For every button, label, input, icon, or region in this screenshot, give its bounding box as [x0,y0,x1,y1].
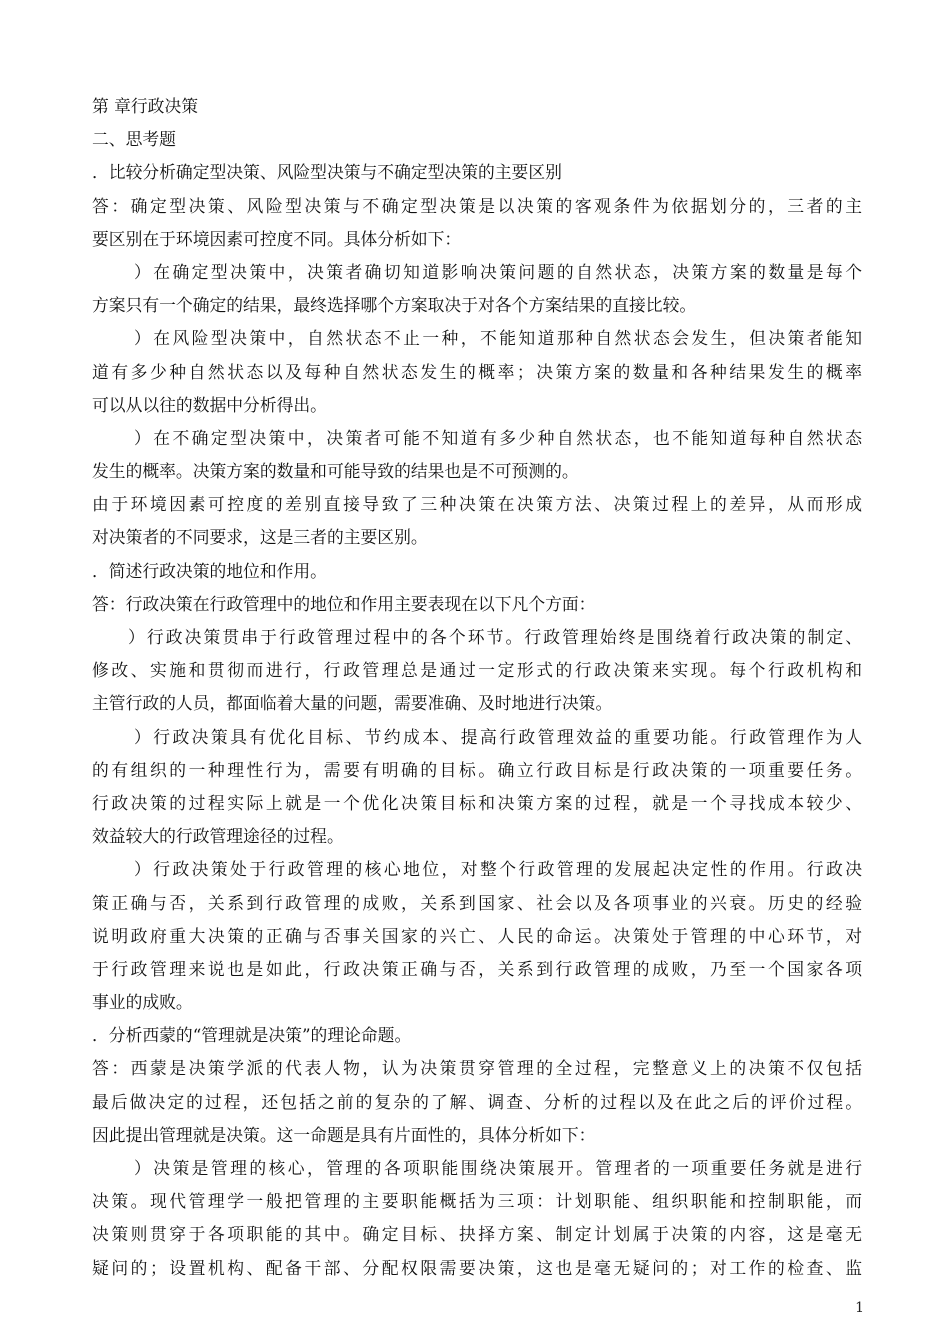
text-line: 因此提出管理就是决策。这一命题是具有片面性的，具体分析如下： [92,1124,596,1145]
text-line: 疑问的；设置机构、配备干部、分配权限需要决策，这也是毫无疑问的；对工作的检查、监 [92,1257,862,1278]
text-line: 答：西蒙是决策学派的代表人物，认为决策贯穿管理的全过程，完整意义上的决策不仅包括 [92,1058,862,1079]
text-line: 二、思考题 [92,129,176,150]
text-line: 由于环境因素可控度的差别直接导致了三种决策在决策方法、决策过程上的差异，从而形成 [92,494,862,515]
page-number: 1 [855,1300,864,1316]
text-line: 答：确定型决策、风险型决策与不确定型决策是以决策的客观条件为依据划分的，三者的主 [92,195,862,216]
text-line: 于行政管理来说也是如此，行政决策正确与否，关系到行政管理的成败，乃至一个国家各项 [92,958,862,979]
text-line: 效益较大的行政管理途径的过程。 [92,826,344,847]
text-line: 最后做决定的过程，还包括之前的复杂的了解、调查、分析的过程以及在此之后的评价过程。 [92,1091,862,1112]
document-body [92,90,862,1285]
text-line: ．比较分析确定型决策、风险型决策与不确定型决策的主要区别 [92,162,562,183]
text-line: 修改、实施和贯彻而进行，行政管理总是通过一定形式的行政决策来实现。每个行政机构和 [92,660,862,681]
text-line: 要区别在于环境因素可控度不同。具体分析如下： [92,228,462,249]
text-line: 策正确与否，关系到行政管理的成败，关系到国家、社会以及各项事业的兴衰。历史的经验 [92,892,862,913]
text-line: 决策则贯穿于各项职能的其中。确定目标、抉择方案、制定计划属于决策的内容，这是毫无 [92,1224,862,1245]
text-line: 第 章行政决策 [92,96,199,116]
text-line: ．简述行政决策的地位和作用。 [92,560,327,581]
text-line: 答：行政决策在行政管理中的地位和作用主要表现在以下凡个方面： [92,593,596,614]
text-line: ）在确定型决策中，决策者确切知道影响决策问题的自然状态，决策方案的数量是每个 [134,261,862,282]
text-line: 主管行政的人员，都面临着大量的问题，需要准确、及时地进行决策。 [92,693,613,714]
text-line: 事业的成败。 [92,992,193,1013]
text-line: 方案只有一个确定的结果，最终选择哪个方案取决于对各个方案结果的直接比较。 [92,295,697,316]
text-line: 的有组织的一种理性行为，需要有明确的目标。确立行政目标是行政决策的一项重要任务。 [92,759,862,780]
text-line: ）决策是管理的核心，管理的各项职能围绕决策展开。管理者的一项重要任务就是进行 [134,1158,862,1178]
text-line: 对决策者的不同要求，这是三者的主要区别。 [92,527,428,548]
text-line: ）行政决策贯串于行政管理过程中的各个环节。行政管理始终是围绕着行政决策的制定、 [128,627,862,647]
text-line: 决策。现代管理学一般把管理的主要职能概括为三项：计划职能、组织职能和控制职能，而 [92,1191,862,1212]
text-line: 可以从以往的数据中分析得出。 [92,394,327,415]
text-line: ．分析西蒙的“管理就是决策”的理论命题。 [92,1025,412,1046]
text-line: 说明政府重大决策的正确与否事关国家的兴亡、人民的命运。决策处于管理的中心环节，对 [92,925,862,946]
text-line: ）行政决策具有优化目标、节约成本、提高行政管理效益的重要功能。行政管理作为人 [134,726,862,747]
text-line: 道有多少种自然状态以及每种自然状态发生的概率；决策方案的数量和各种结果发生的概率 [92,361,862,382]
text-line: ）在不确定型决策中，决策者可能不知道有多少种自然状态，也不能知道每种自然状态 [134,427,862,448]
text-line: ）在风险型决策中，自然状态不止一种，不能知道那种自然状态会发生，但决策者能知 [134,328,862,349]
text-line: 行政决策的过程实际上就是一个优化决策目标和决策方案的过程，就是一个寻找成本较少、 [92,792,862,813]
text-line: ）行政决策处于行政管理的核心地位，对整个行政管理的发展起决定性的作用。行政决 [134,859,862,880]
text-line: 发生的概率。决策方案的数量和可能导致的结果也是不可预测的。 [92,461,579,482]
